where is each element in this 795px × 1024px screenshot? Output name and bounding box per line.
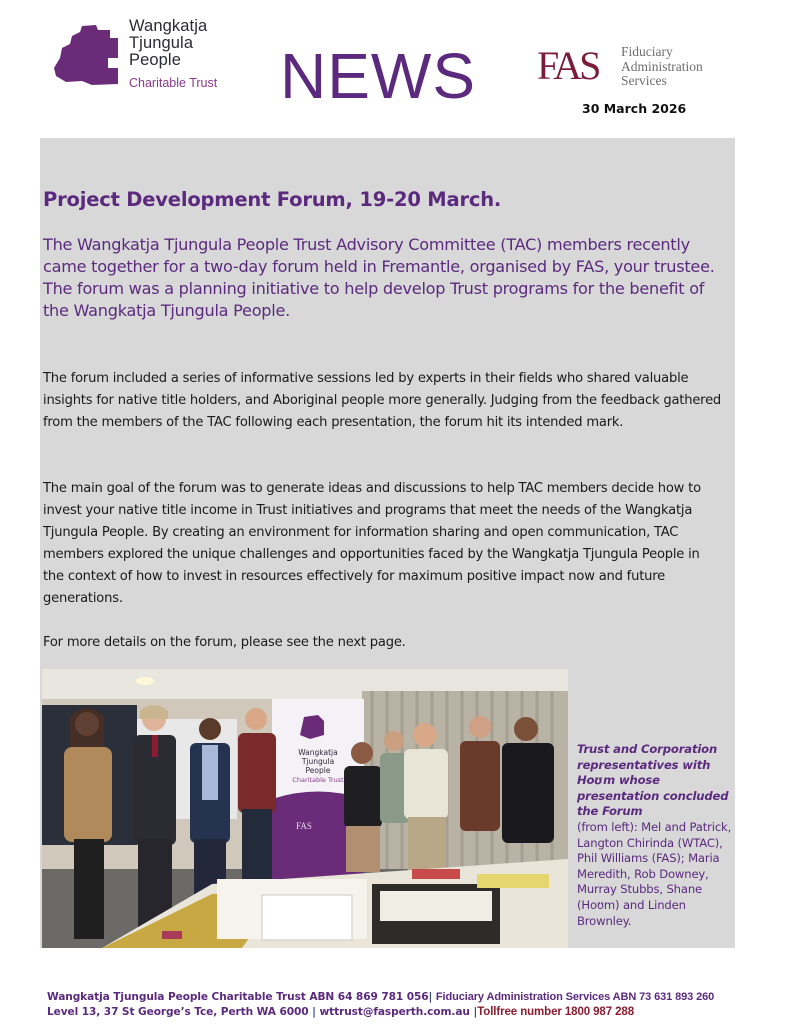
footer-trust-line: Wangkatja Tjungula People Charitable Trust ABN 64 869 781 056 (47, 991, 429, 1003)
footer-separator: | (473, 1006, 478, 1018)
trust-name (129, 18, 207, 69)
trust-name-line-3: People (129, 51, 181, 69)
article-paragraph-3: For more details on the forum, please see the next page. (43, 635, 406, 650)
svg-text:FAS: FAS (296, 821, 312, 831)
footer-separator: | (312, 1006, 316, 1018)
svg-text:Tjungula: Tjungula (301, 757, 335, 766)
footer-separator: | (428, 991, 433, 1003)
fas-logo (537, 44, 737, 90)
svg-text:Charitable Trust: Charitable Trust (292, 776, 344, 784)
caption-names: (from left): Mel and Patrick, Langton Chirinda (WTAC), Phil Williams (FAS); Maria Meredith, Rob Downey, Murray Stubbs, Shane (Hoʊm) and Linden Brownley. (577, 819, 732, 928)
newsletter-title: NEWS (280, 40, 476, 112)
fas-monogram: FAS (537, 43, 599, 88)
article-panel (40, 138, 735, 948)
fas-name-line-3: Services (621, 73, 667, 88)
article-headline: Project Development Forum, 19-20 March. (43, 188, 502, 211)
photo-caption (577, 742, 732, 929)
fas-name-line-1: Fiduciary (621, 44, 673, 59)
article-paragraph-2: The main goal of the forum was to generate ideas and discussions to help TAC members decide how to invest your native title income in Trust initiatives and programs that meet the needs of the Wangkatja Tjungula People. By creating an environment for information sharing and open communication, TAC members explored the unique challenges and opportunities faced by the Wangkatja Tjungula People in the context of how to invest in resources effectively for maximum positive impact now and future generations. (43, 481, 701, 606)
issue-date: 30 March 2026 (582, 101, 687, 116)
footer-email-link[interactable]: wttrust@fasperth.com.au (319, 1006, 470, 1018)
footer (47, 990, 787, 1020)
article-paragraph-1: The forum included a series of informative sessions led by experts in their fields who shared valuable insights for native title holders, and Aboriginal people more generally. Judging from the feedback gathered from the members of the TAC following each presentation, the forum hit its intended mark. (43, 371, 722, 430)
trust-name-line-2: Tjungula (129, 34, 194, 52)
footer-row-1 (47, 990, 787, 1005)
footer-tollfree: Tollfree number 1800 987 288 (477, 1006, 635, 1018)
forum-group-photo (42, 669, 568, 948)
trust-logo (52, 18, 242, 98)
footer-fas-line: Fiduciary Administration Services ABN 73 631 893 260 (435, 991, 715, 1003)
article-lead: The Wangkatja Tjungula People Trust Advisory Committee (TAC) members recently came together for a two-day forum held in Fremantle, organised by FAS, your trustee. The forum was a planning initiative to help develop Trust programs for the benefit of the Wangkatja Tjungula People. (43, 235, 715, 320)
group-photo-illustration (42, 669, 568, 948)
footer-address: Level 13, 37 St George’s Tce, Perth WA 6000 (47, 1006, 309, 1018)
wangkatja-region-map-icon (52, 24, 122, 88)
trust-subtitle: Charitable Trust (129, 76, 218, 90)
caption-lead-in: Trust and Corporation representatives with Hoʊm whose presentation concluded the Forum (577, 742, 729, 819)
svg-text:People: People (305, 766, 331, 775)
svg-text:Wangkatja: Wangkatja (298, 748, 338, 757)
fas-name-line-2: Administration (621, 58, 703, 74)
fas-name (621, 45, 703, 89)
footer-row-2 (47, 1005, 787, 1020)
trust-name-line-1: Wangkatja (129, 17, 208, 35)
